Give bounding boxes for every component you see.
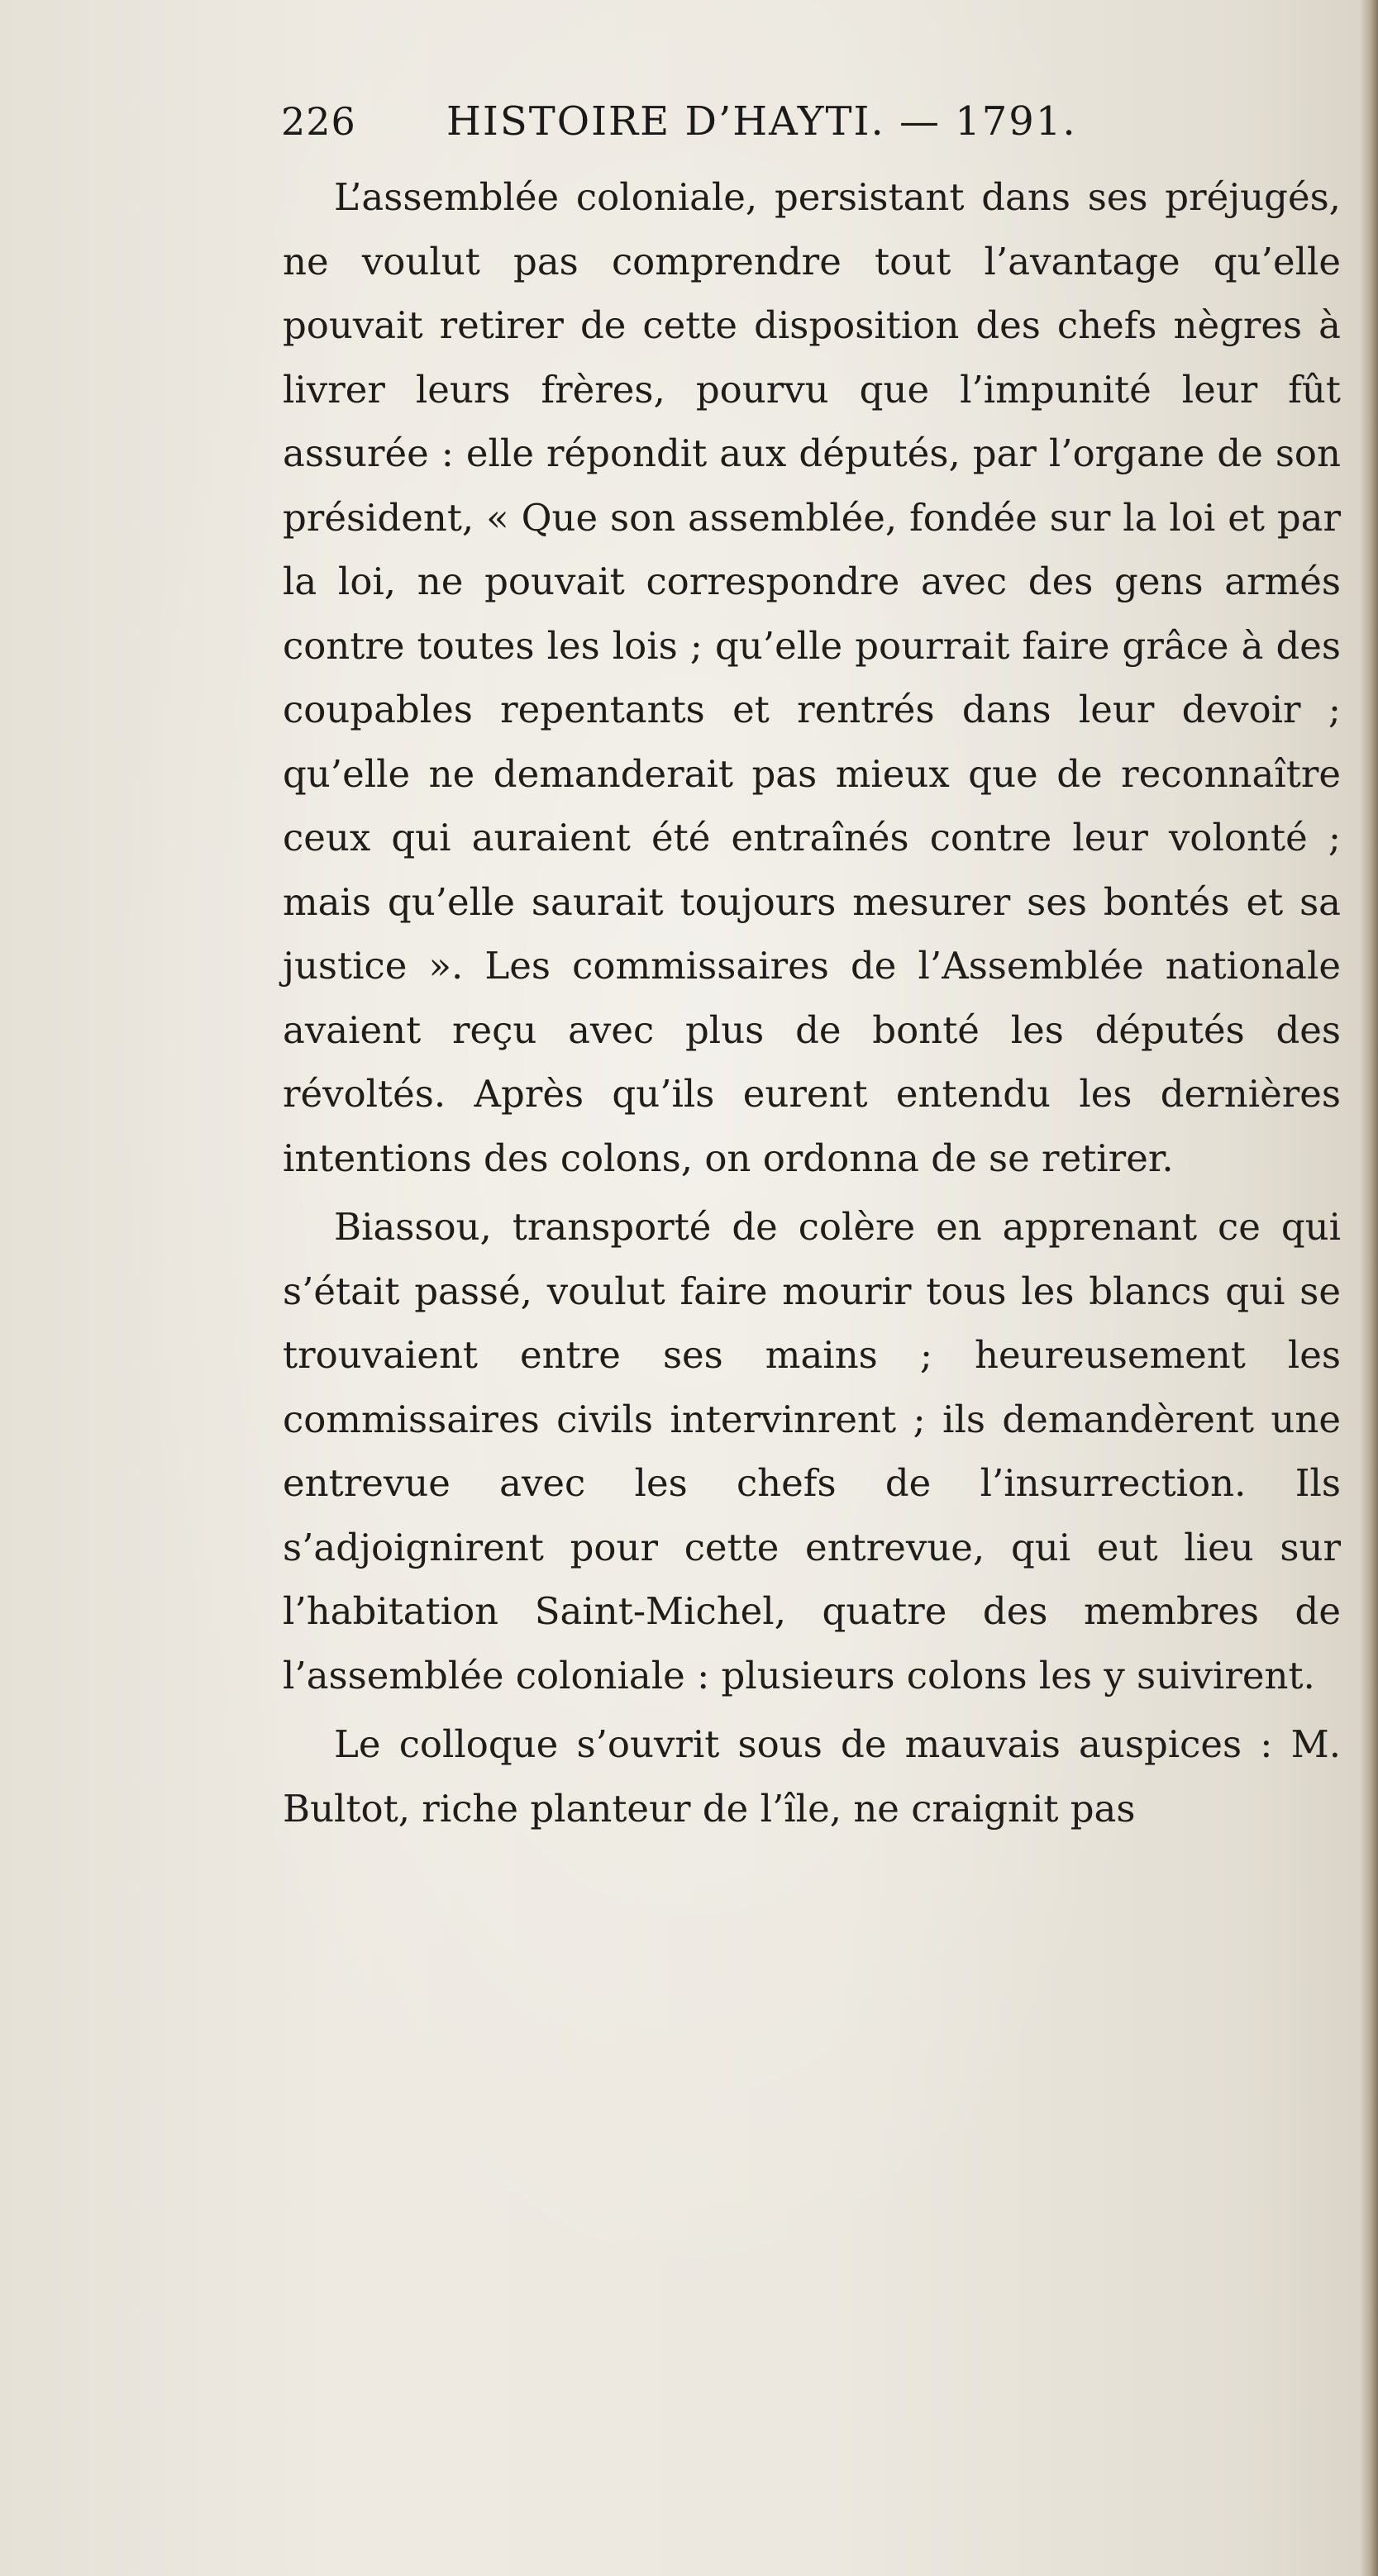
page-edge-shadow bbox=[1360, 0, 1378, 2576]
running-title: HISTOIRE D’HAYTI. — 1791. bbox=[446, 98, 1077, 145]
paragraph: Biassou, transporté de colère en apprenant ce qui s’était passé, voulut faire mourir tous les blancs qui se trouvaient entre ses mains ; heureusement les commissaires civils intervinrent ; ils demandèrent une entrevue avec les chefs de l’insurrection. Ils s’adjoignirent pour cette entrevue, qui eut lieu sur l’habitation Saint-Michel, quatre des membres de l’assemblée coloniale : plusieurs colons les y suivirent. bbox=[283, 1205, 1341, 1697]
body-text bbox=[283, 165, 1341, 1840]
paragraph: Le colloque s’ouvrit sous de mauvais auspices : M. Bultot, riche planteur de l’île, ne craignit pas bbox=[283, 1722, 1341, 1831]
running-head bbox=[281, 93, 1273, 150]
page-number: 226 bbox=[281, 99, 356, 144]
paragraph: L’assemblée coloniale, persistant dans ses préjugés, ne voulut pas comprendre tout l’avantage qu’elle pouvait retirer de cette disposition des chefs nègres à livrer leurs frères, pourvu que l’impunité leur fût assurée : elle répondit aux députés, par l’organe de son président, « Que son assemblée, fondée sur la loi et par la loi, ne pouvait correspondre avec des gens armés contre toutes les lois ; qu’elle pourrait faire grâce à des coupables repentants et rentrés dans leur devoir ; qu’elle ne demanderait pas mieux que de reconnaître ceux qui auraient été entraînés contre leur volonté ; mais qu’elle saurait toujours mesurer ses bontés et sa justice ». Les commissaires de l’Assemblée nationale avaient reçu avec plus de bonté les députés des révoltés. Après qu’ils eurent entendu les dernières intentions des colons, on ordonna de se retirer. bbox=[283, 175, 1341, 1180]
